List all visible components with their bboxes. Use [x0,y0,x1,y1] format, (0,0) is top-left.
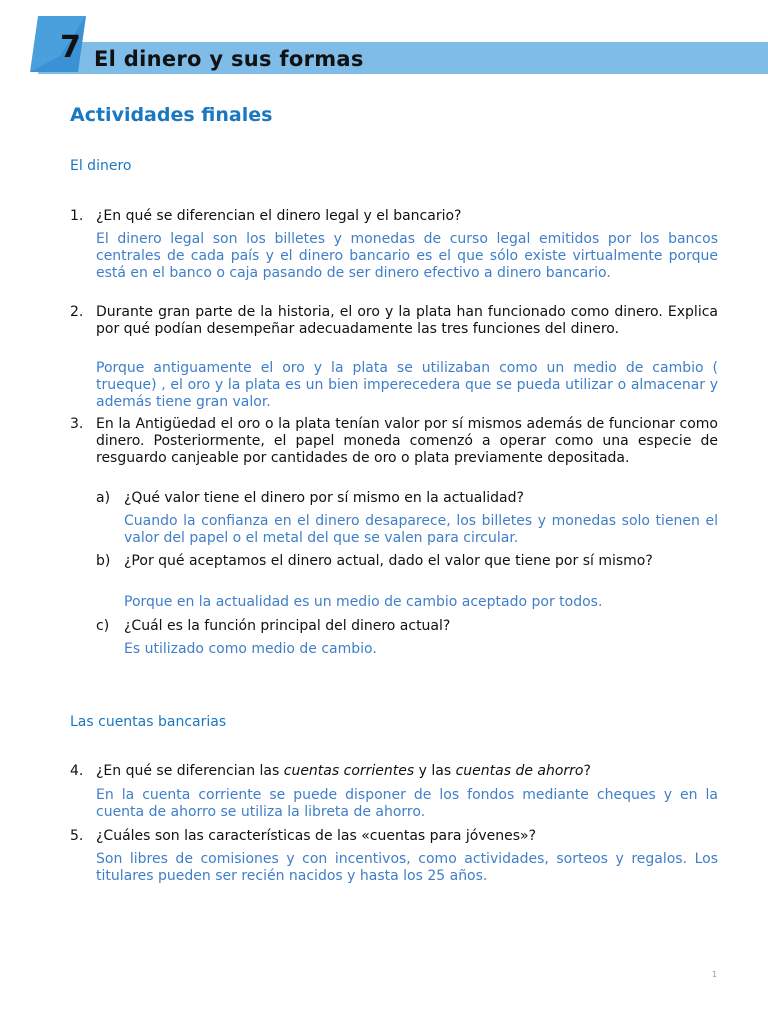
term-cuentas-de-ahorro: cuentas de ahorro [455,763,584,779]
question-number: 5. [70,828,84,844]
subquestion-text: ¿Cuál es la función principal del dinero actual? [124,618,451,634]
question-number: 3. [70,416,84,432]
subquestion-label: a) [96,490,111,506]
subquestion-text: ¿Por qué aceptamos el dinero actual, dado el valor que tiene por sí mismo? [124,553,653,569]
subsection-title-el-dinero: El dinero [70,158,132,174]
answer-text: En la cuenta corriente se puede disponer de los fondos mediante cheques y en la cuenta de ahorro se utiliza la libreta de ahorro. [96,787,718,820]
question-text: Durante gran parte de la historia, el oro y la plata han funcionado como dinero. Explica por qué podían desempeñar adecuadamente las tres funciones del dinero. [96,304,718,337]
subquestion-text: ¿Qué valor tiene el dinero por sí mismo en la actualidad? [124,490,524,506]
question-number: 2. [70,304,84,320]
chapter-number: 7 [60,30,81,65]
question-text: ¿Cuáles son las características de las «cuentas para jóvenes»? [96,828,537,844]
subquestion-label: c) [96,618,110,634]
question-text: ¿En qué se diferencian las cuentas corrientes y las cuentas de ahorro? [96,763,591,779]
chapter-title: El dinero y sus formas [94,47,364,71]
subsection-title-cuentas-bancarias: Las cuentas bancarias [70,714,227,730]
term-cuentas-corrientes: cuentas corrientes [283,763,415,779]
subquestion-label: b) [96,553,111,569]
subquestion-answer: Porque en la actualidad es un medio de cambio aceptado por todos. [124,594,603,610]
answer-text: Son libres de comisiones y con incentivos, como actividades, sorteos y regalos. Los titulares pueden ser recién nacidos y hasta los 25 años. [96,851,718,884]
subquestion-answer: Cuando la confianza en el dinero desaparece, los billetes y monedas solo tienen el valor del papel o el metal del que se valen para circular. [124,513,718,546]
question-text: En la Antigüedad el oro o la plata tenían valor por sí mismos además de funcionar como dinero. Posteriormente, el papel moneda comenzó a operar como una especie de resguardo canjeable por cantidades de oro o plata previamente depositada. [96,416,718,466]
page-number: 1 [712,970,718,979]
question-number: 1. [70,208,84,224]
section-title: Actividades finales [70,104,273,126]
answer-text: Porque antiguamente el oro y la plata se utilizaban como un medio de cambio ( trueque) , el oro y la plata es un bien imperecedera que se pueda utilizar o almacenar y además tiene gran valor. [96,360,718,410]
question-number: 4. [70,763,84,779]
answer-text: El dinero legal son los billetes y monedas de curso legal emitidos por los bancos centrales de cada país y el dinero bancario es el que sólo existe virtualmente porque está en el banco o caja pasando de ser dinero efectivo a dinero bancario. [96,231,718,281]
subquestion-answer: Es utilizado como medio de cambio. [124,641,377,657]
question-text: ¿En qué se diferencian el dinero legal y el bancario? [96,208,462,224]
